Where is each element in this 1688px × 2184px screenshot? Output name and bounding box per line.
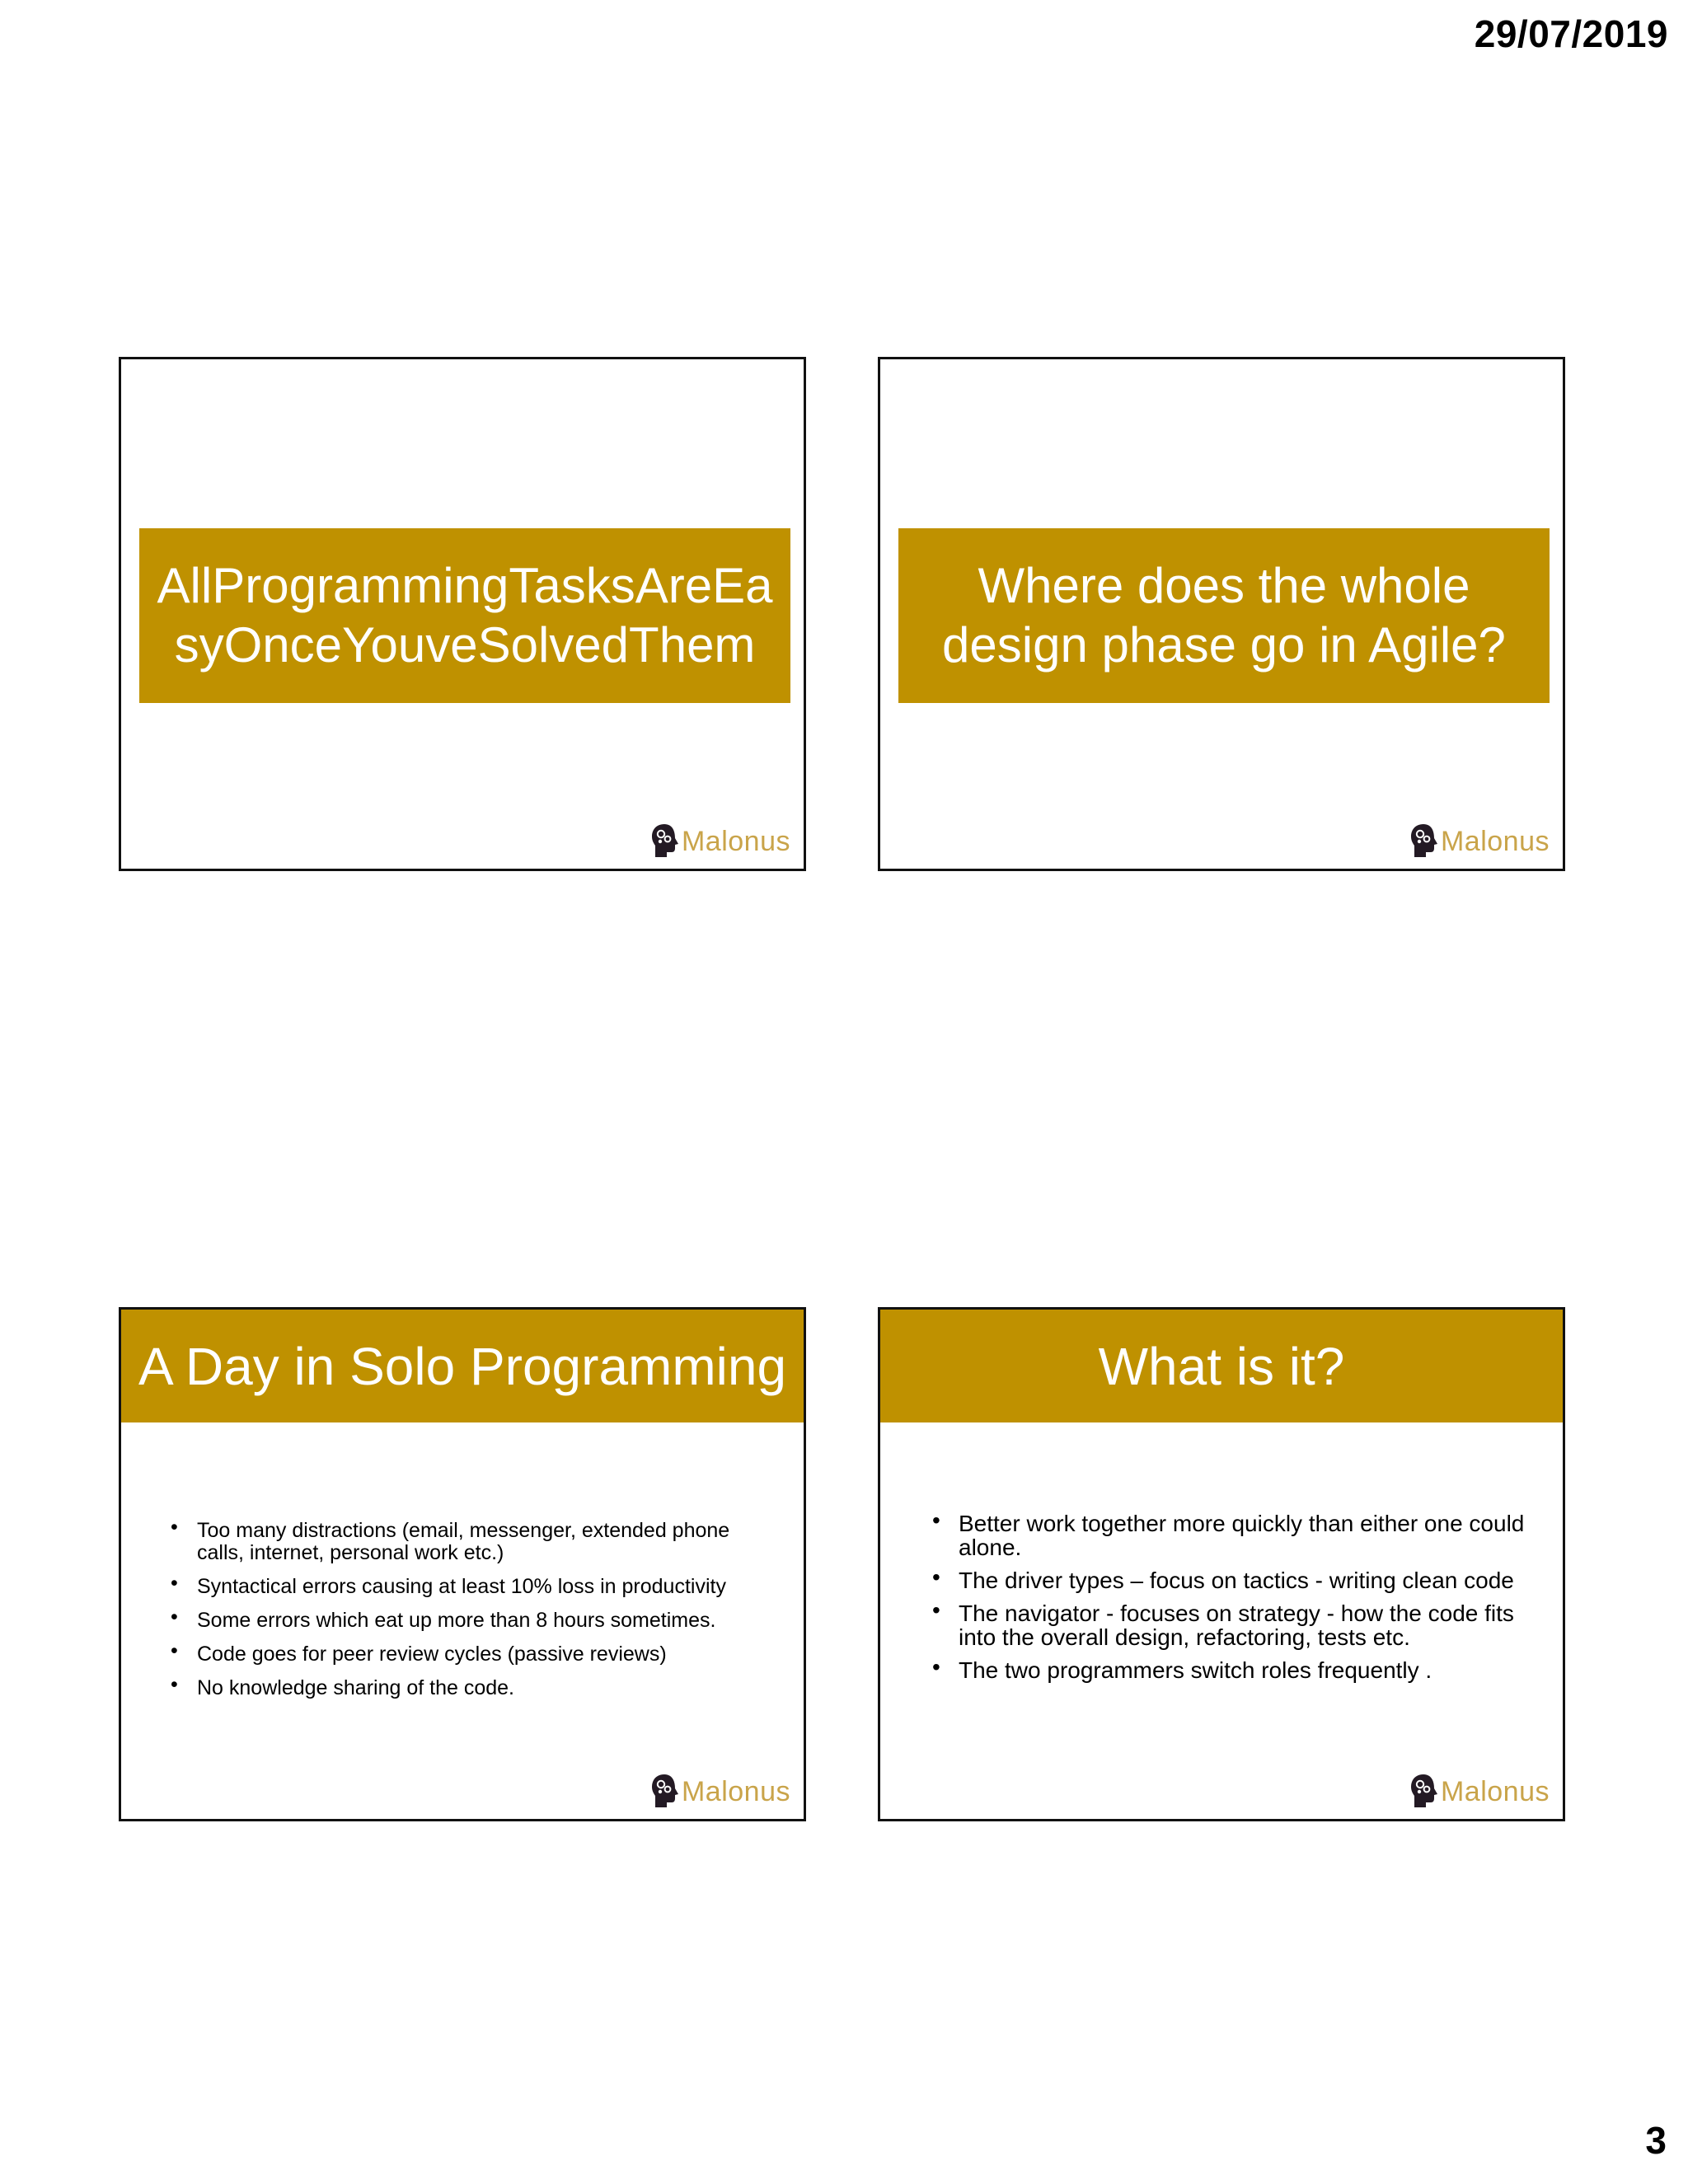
bullet-item: • The two programmers switch roles frequently . xyxy=(932,1658,1526,1682)
head-with-gears-icon xyxy=(1409,823,1439,860)
logo-wordmark: Malonus xyxy=(681,825,790,857)
slide-title-box xyxy=(139,528,790,703)
bullet-item: • Syntactical errors causing at least 10% loss in productivity xyxy=(171,1576,764,1598)
logo-wordmark: Malonus xyxy=(1440,825,1550,857)
bullet-list xyxy=(171,1520,764,1711)
head-with-gears-icon xyxy=(650,1773,680,1811)
head-with-gears-icon xyxy=(650,823,680,860)
slide-thumbnail-1 xyxy=(119,357,806,871)
malonus-logo xyxy=(650,821,790,862)
slide-title: What is it? xyxy=(880,1310,1563,1422)
slide-title-line: design phase go in Agile? xyxy=(942,617,1506,673)
page-date: 29/07/2019 xyxy=(1474,12,1668,55)
bullet-item: • Some errors which eat up more than 8 hours sometimes. xyxy=(171,1610,764,1632)
slide-title-line: syOnceYouveSolvedThem xyxy=(174,617,756,673)
slide-thumbnail-3 xyxy=(119,1307,806,1821)
malonus-logo xyxy=(650,1771,790,1812)
malonus-logo xyxy=(1409,1771,1550,1812)
bullet-item: • The driver types – focus on tactics - writing clean code xyxy=(932,1568,1526,1592)
slide-thumbnail-4 xyxy=(878,1307,1565,1821)
bullet-item: • The navigator - focuses on strategy - how the code fits into the overall design, refactoring, tests etc. xyxy=(932,1601,1526,1649)
logo-wordmark: Malonus xyxy=(681,1775,790,1807)
head-with-gears-icon xyxy=(1409,1773,1439,1811)
slide-title-line: Where does the whole xyxy=(978,558,1470,613)
slide-title-line: AllProgrammingTasksAreEa xyxy=(157,558,773,613)
bullet-item: • Code goes for peer review cycles (passive reviews) xyxy=(171,1643,764,1666)
slide-title: A Day in Solo Programming xyxy=(121,1310,804,1422)
bullet-item: • Better work together more quickly than either one could alone. xyxy=(932,1511,1526,1559)
bullet-list xyxy=(932,1511,1526,1691)
malonus-logo xyxy=(1409,821,1550,862)
page-number: 3 xyxy=(1645,2119,1667,2162)
logo-wordmark: Malonus xyxy=(1440,1775,1550,1807)
slide-title-box xyxy=(898,528,1550,703)
bullet-item: • No knowledge sharing of the code. xyxy=(171,1677,764,1699)
slide-thumbnail-2 xyxy=(878,357,1565,871)
bullet-item: • Too many distractions (email, messenger, extended phone calls, internet, personal work etc.) xyxy=(171,1520,764,1564)
